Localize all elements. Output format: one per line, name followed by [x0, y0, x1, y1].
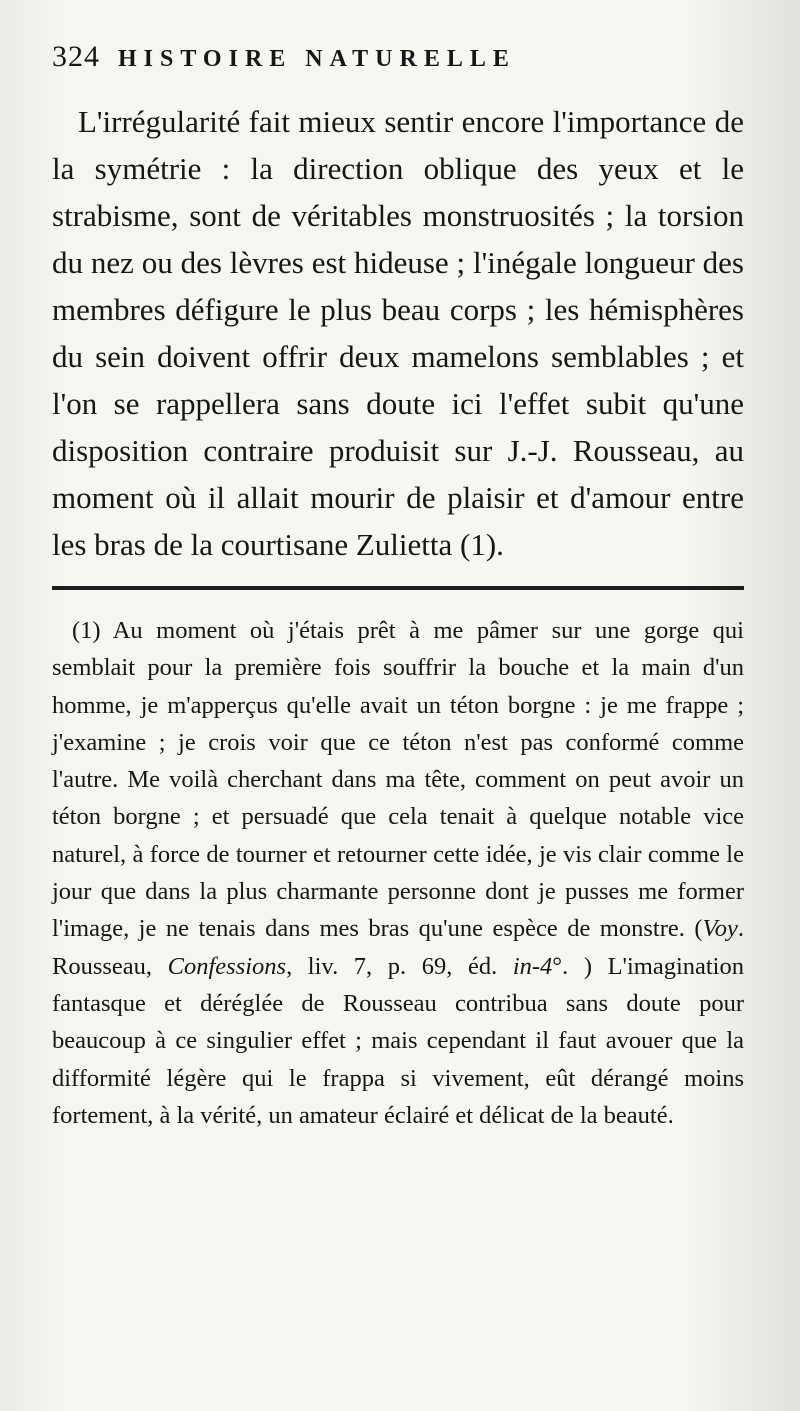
footnote-in4: in-4 [512, 952, 553, 980]
footnote [52, 612, 744, 1134]
running-title: HISTOIRE NATURELLE [118, 46, 516, 72]
footnote-confessions: Confessions [167, 952, 287, 980]
footnote-text-4: °. ) L'imagination fantasque et déréglée de Rousseau contribua sans doute pour beaucoup à ce singulier effet ; mais cependant il faut avouer que la difformité légère qui le frappa si vivement, eût dérangé moins fortement, à la vérité, un amateur éclairé et délicat de la beauté. [52, 952, 744, 1129]
footnote-voy: Voy [702, 915, 738, 943]
footnote-text-1: (1) Au moment où j'étais prêt à me pâmer sur une gorge qui semblait pour la première fois souffrir la bouche et la main d'un homme, je m'apperçus qu'elle avait un téton borgne : je me frappe ; j'examine ; je crois voir que ce téton n'est pas conformé comme l'autre. Me voilà cherchant dans ma tête, comment on peut avoir un téton borgne ; et persuadé que cela tenait à quelque notable vice naturel, à force de tourner et retourner cette idée, je vis clair comme le jour que dans la plus charmante personne dont je pusses me former l'image, je ne tenais dans mes bras qu'une espèce de monstre. ( [52, 617, 744, 943]
page-number: 324 [52, 40, 100, 73]
footnote-separator [52, 586, 744, 590]
page-header [52, 40, 744, 92]
main-text [52, 98, 744, 568]
footnote-text-3: , liv. 7, p. 69, éd. [286, 952, 513, 980]
main-paragraph: L'irrégularité fait mieux sentir encore l'importance de la symétrie : la direction oblique des yeux et le strabisme, sont de véritables monstruosités ; la torsion du nez ou des lèvres est hideuse ; l'inégale longueur des membres défigure le plus beau corps ; les hémisphères du sein doivent offrir deux mamelons semblables ; et l'on se rappellera sans doute ici l'effet subit qu'une disposition contraire produisit sur J.-J. Rousseau, au moment où il allait mourir de plaisir et d'amour entre les bras de la courtisane Zulietta (1). [52, 104, 744, 562]
footnote-paragraph [52, 612, 744, 1134]
footnote-text-2: . Rousseau, [52, 915, 744, 980]
